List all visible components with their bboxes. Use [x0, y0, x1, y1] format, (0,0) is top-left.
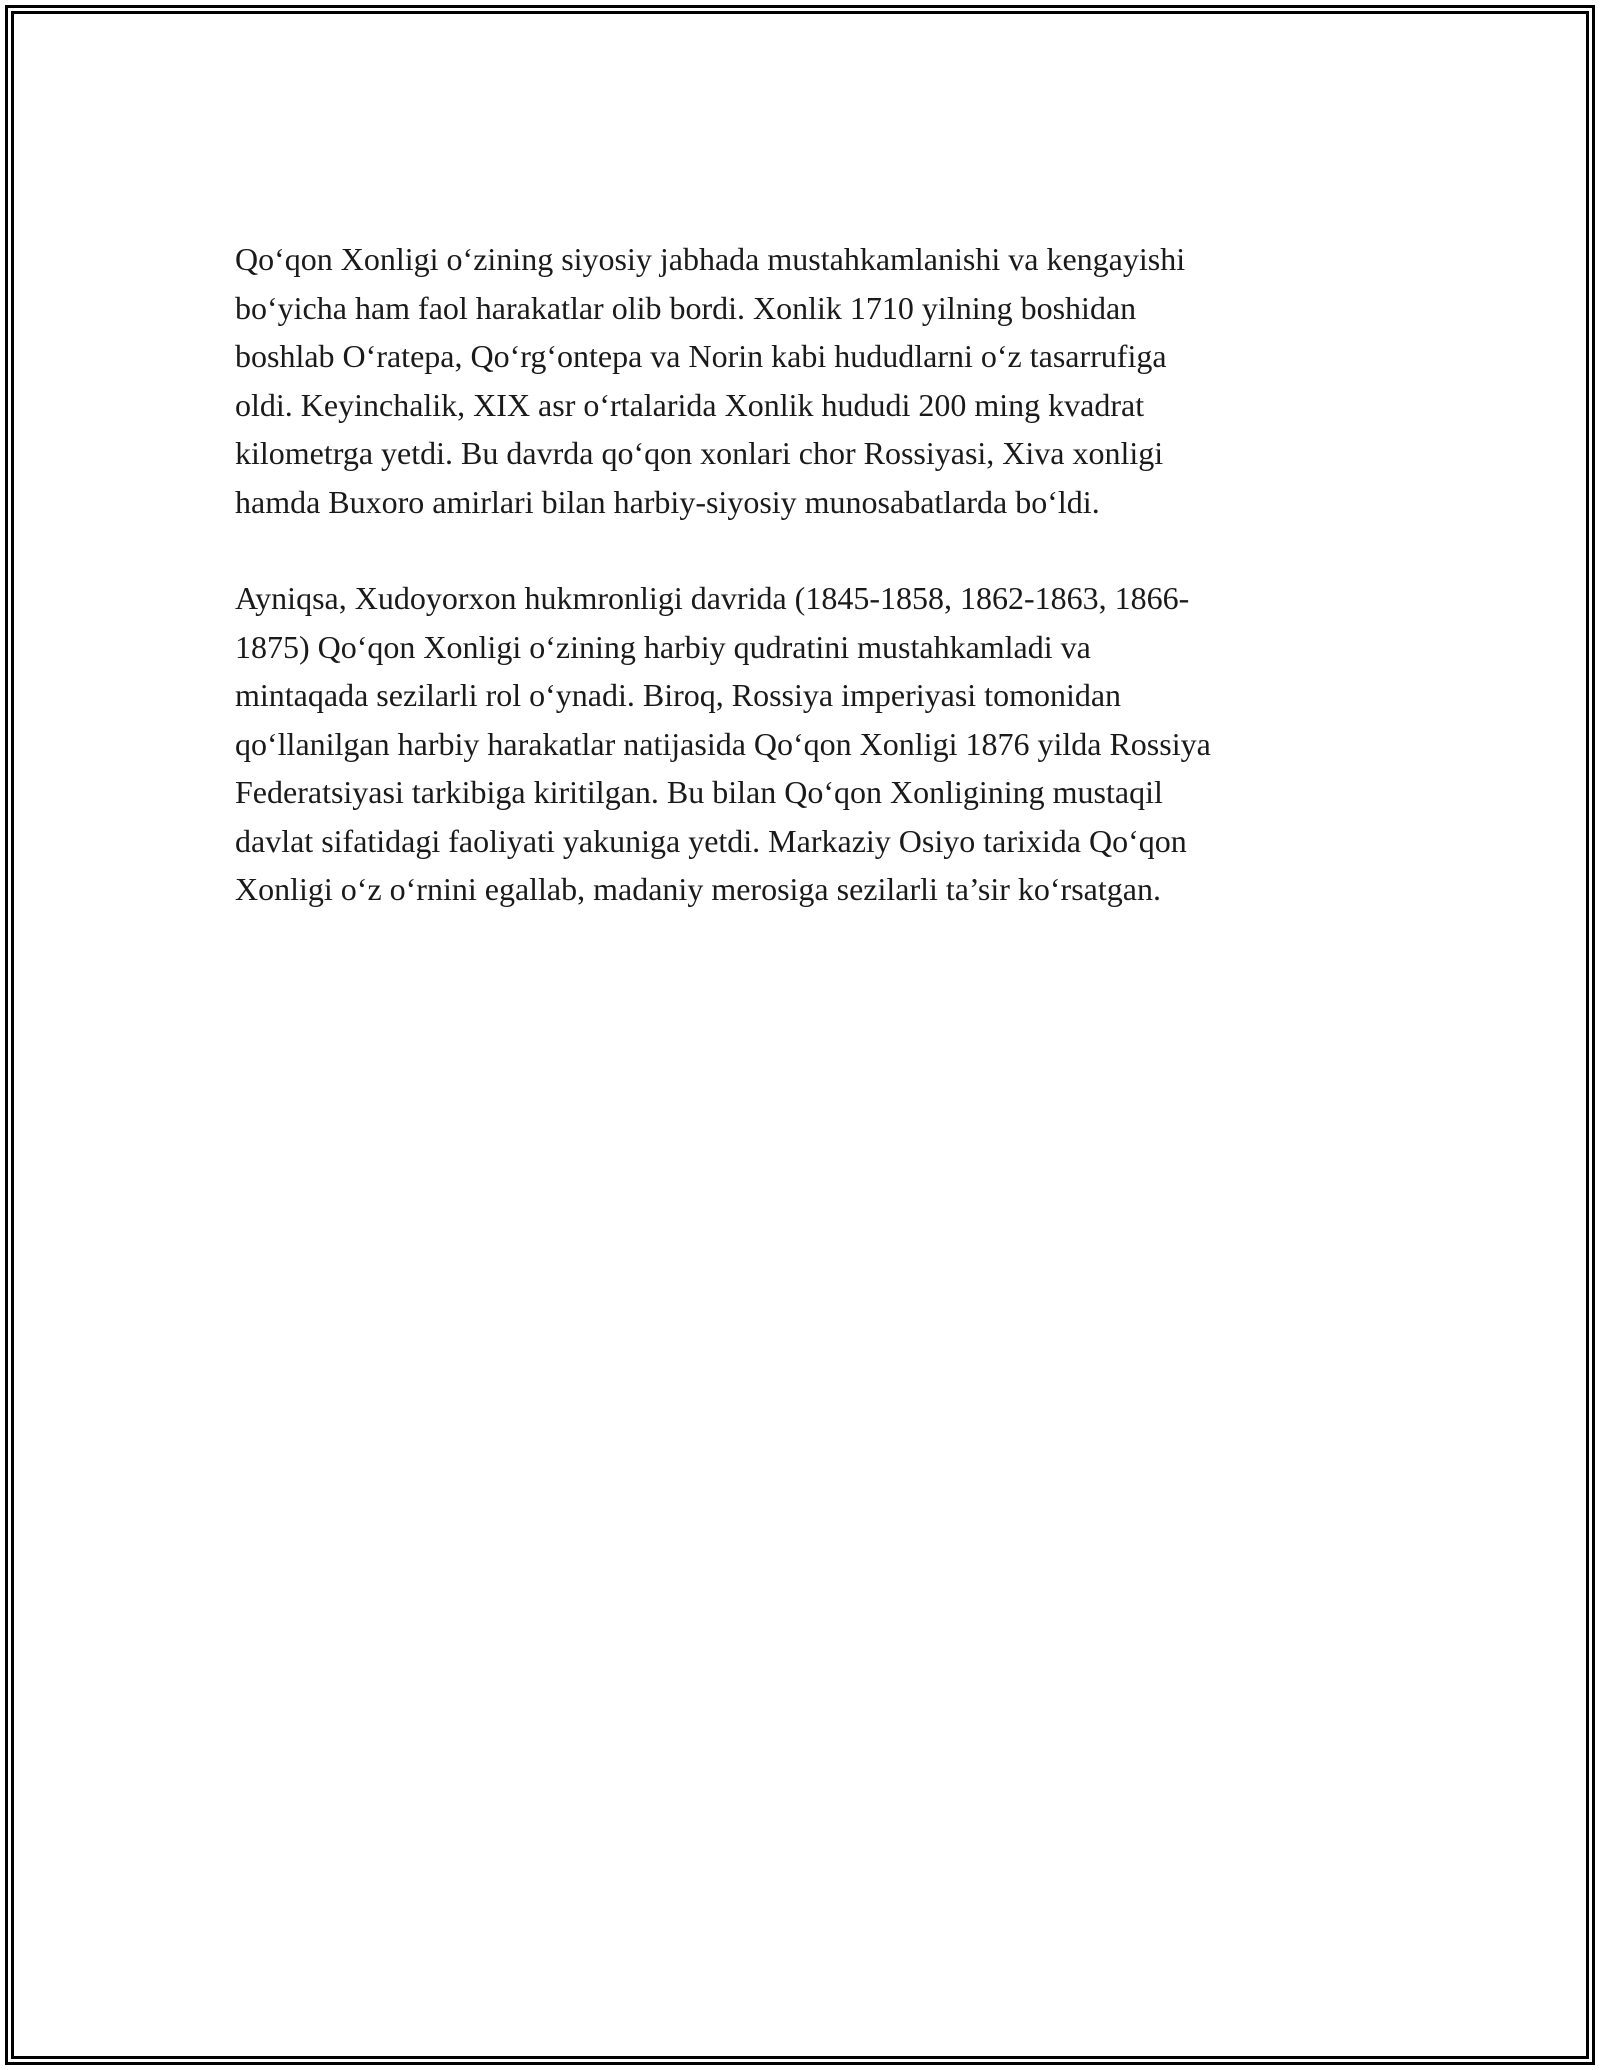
paragraph-1: Qo‘qon Xonligi o‘zining siyosiy jabhada mustahkamlanishi va kengayishi bo‘yicha ham faol harakatlar olib bordi. Xonlik 1710 yilning boshidan boshlab O‘ratepa, Qo‘rg‘ontepa va Norin kabi hududlarni o‘z tasarrufiga oldi. Keyinchalik, XIX asr o‘rtalarida Xonlik hududi 200 ming kvadrat kilometrga yetdi. Bu davrda qo‘qon xonlari chor Rossiyasi, Xiva xonligi hamda Buxoro amirlari bilan harbiy-siyosiy munosabatlarda bo‘ldi.: [235, 241, 1186, 520]
paragraph-2: Ayniqsa, Xudoyorxon hukmronligi davrida (1845-1858, 1862-1863, 1866- 1875) Qo‘qon Xonligi o‘zining harbiy qudratini mustahkamladi va mintaqada sezilarli rol o‘ynadi. Biroq, Rossiya imperiyasi tomonidan qo‘llanilgan harbiy harakatlar natijasida Qo‘qon Xonligi 1876 yilda Rossiya Federatsiyasi tarkibiga kiritilgan. Bu bilan Qo‘qon Xonligining mustaqil davlat sifatidagi faoliyati yakuniga yetdi. Markaziy Osiyo tarixida Qo‘qon Xonligi o‘z o‘rnini egallab, madaniy merosiga sezilarli ta’sir ko‘rsatgan.: [235, 580, 1211, 907]
document-body: [235, 235, 1375, 962]
